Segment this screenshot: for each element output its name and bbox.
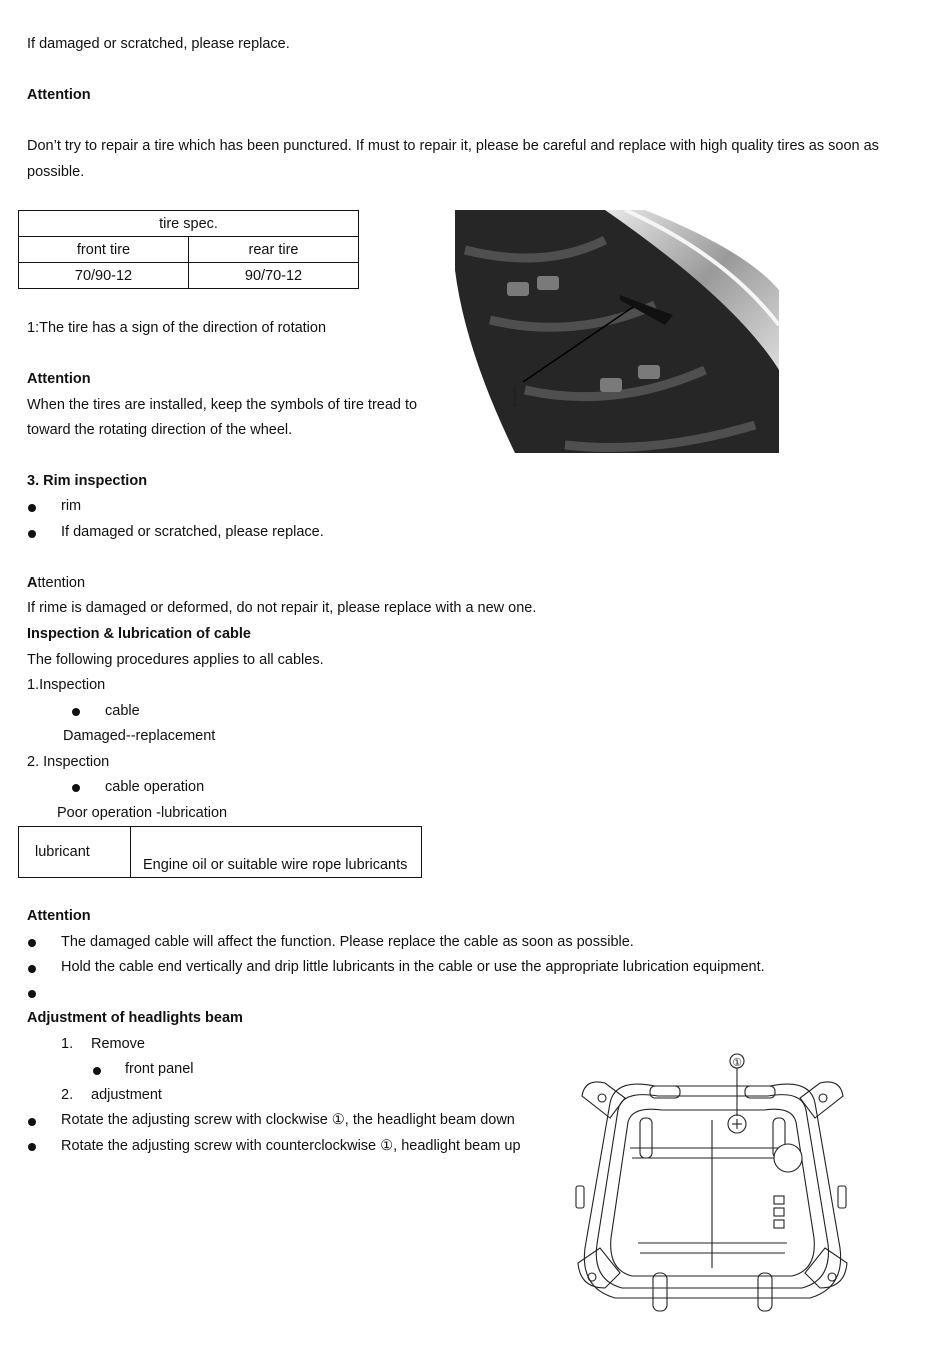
headlight-step2-num: 2. bbox=[61, 1087, 74, 1103]
bullet-icon bbox=[72, 784, 80, 792]
tire-direction-note: 1:The tire has a sign of the direction of rotation bbox=[27, 320, 327, 336]
lubricant-table bbox=[18, 826, 422, 878]
bullet-icon bbox=[28, 1143, 36, 1151]
bullet-icon bbox=[93, 1067, 101, 1075]
attention-first-letter: A bbox=[27, 575, 38, 591]
headlight-step2: adjustment bbox=[91, 1087, 162, 1103]
headlight-callout-label: ① bbox=[732, 1056, 742, 1069]
tire-install-text-line1: When the tires are installed, keep the symbols of tire tread to bbox=[27, 397, 418, 413]
attention-heading: Attention bbox=[27, 908, 91, 924]
rim-note: If rime is damaged or deformed, do not repair it, please replace with a new one. bbox=[27, 600, 537, 616]
bullet-icon bbox=[28, 530, 36, 538]
headlight-step1-num: 1. bbox=[61, 1036, 74, 1052]
tire-install-text-line2: toward the rotating direction of the wheel. bbox=[27, 422, 293, 438]
cable-step2: 2. Inspection bbox=[27, 754, 110, 770]
tire-callout-label: 1 bbox=[507, 380, 522, 413]
attention-heading bbox=[27, 575, 85, 591]
front-tire-header: front tire bbox=[19, 237, 189, 263]
cable-heading: Inspection & lubrication of cable bbox=[27, 626, 251, 642]
cable-step2-result: Poor operation -lubrication bbox=[57, 805, 228, 821]
cable-note: Hold the cable end vertically and drip little lubricants in the cable or use the appropriate lubrication equipment. bbox=[61, 959, 765, 975]
tire-photo bbox=[455, 210, 779, 453]
bullet-icon bbox=[28, 504, 36, 512]
cable-step1: 1.Inspection bbox=[27, 677, 106, 693]
attention-heading: Attention bbox=[27, 371, 91, 387]
headlight-item: Rotate the adjusting screw with clockwise ①, the headlight beam down bbox=[61, 1112, 515, 1128]
bullet-icon bbox=[28, 1118, 36, 1126]
rear-tire-header: rear tire bbox=[189, 237, 359, 263]
headlight-step1-item: front panel bbox=[125, 1061, 194, 1077]
rim-item: rim bbox=[61, 498, 82, 514]
lubricant-label: lubricant bbox=[35, 844, 90, 860]
cable-step2-item: cable operation bbox=[105, 779, 205, 795]
rim-item: If damaged or scratched, please replace. bbox=[61, 524, 324, 540]
bullet-icon bbox=[28, 990, 36, 998]
bullet-icon bbox=[72, 708, 80, 716]
cable-step1-result: Damaged--replacement bbox=[63, 728, 216, 744]
bullet-icon bbox=[28, 939, 36, 947]
front-tire-value: 70/90-12 bbox=[19, 263, 189, 289]
headlight-item: Rotate the adjusting screw with counterclockwise ①, headlight beam up bbox=[61, 1138, 521, 1154]
attention-rest: ttention bbox=[37, 575, 86, 591]
rear-tire-value: 90/70-12 bbox=[189, 263, 359, 289]
cable-note: The damaged cable will affect the function. Please replace the cable as soon as possible. bbox=[61, 934, 634, 950]
rim-inspection-heading: 3. Rim inspection bbox=[27, 473, 148, 489]
cable-intro: The following procedures applies to all cables. bbox=[27, 652, 324, 668]
repair-text-line2: possible. bbox=[27, 164, 85, 180]
tire-spec-table bbox=[18, 210, 359, 289]
attention-heading: Attention bbox=[27, 87, 91, 103]
headlight-diagram bbox=[570, 1048, 855, 1316]
repair-text-line1: Don’t try to repair a tire which has been punctured. If must to repair it, please be careful and replace with high quality tires as soon as bbox=[27, 138, 879, 154]
lubricant-value: Engine oil or suitable wire rope lubricants bbox=[143, 857, 408, 873]
bullet-icon bbox=[28, 965, 36, 973]
cable-step1-item: cable bbox=[105, 703, 140, 719]
tire-spec-title: tire spec. bbox=[19, 211, 359, 237]
intro-text: If damaged or scratched, please replace. bbox=[27, 36, 290, 52]
headlight-step1: Remove bbox=[91, 1036, 145, 1052]
headlight-heading: Adjustment of headlights beam bbox=[27, 1010, 243, 1026]
